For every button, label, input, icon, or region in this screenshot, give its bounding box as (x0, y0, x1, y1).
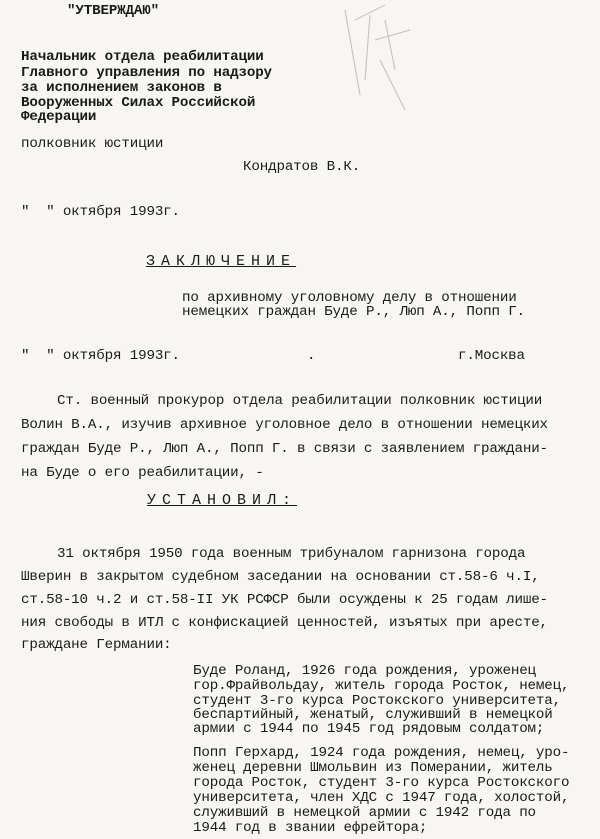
person-entry-line: Попп Герхард, 1924 года рождения, немец, уро- (193, 745, 570, 761)
intro-line: на Буде о его реабилитации, - (21, 465, 264, 481)
approval-stamp: "УТВЕРЖДАЮ" (67, 3, 160, 19)
person-entry-line: 1944 год в звании ефрейтора; (193, 820, 428, 836)
approval-position-line: Начальник отдела реабилитации (21, 49, 264, 65)
body-line: Шверин в закрытом судебном заседании на основании ст.58-6 ч.I, (21, 569, 540, 585)
document-date: " " октября 1993г. (21, 348, 180, 364)
document-place: г.Москва (458, 348, 525, 364)
approval-position-line: за исполнением законов в (21, 80, 222, 96)
body-line: ния свободы в ИТЛ с конфискацией ценностей, изъятых при аресте, (21, 615, 548, 631)
person-entry-line: беспартийный, женатый, служивший в немецкой (193, 707, 553, 723)
person-entry-line: гор.Фрайвольдау, житель города Росток, немец, (193, 678, 570, 694)
approval-position-line: Главного управления по надзору (21, 65, 272, 81)
approval-signatory: Кондратов В.К. (243, 159, 361, 175)
person-entry-line: служивший в немецкой армии с 1942 года по (193, 805, 536, 821)
intro-line: Волин В.А., изучив архивное уголовное дело в отношении немецких (21, 417, 548, 433)
approval-position-line: Федерации (21, 109, 97, 125)
person-entry-line: города Росток, студент 3-го курса Ростокского (193, 775, 570, 791)
intro-line: граждан Буде Р., Люп А., Попп Г. в связи с заявлением граждани- (21, 441, 548, 457)
person-entry-line: Буде Роланд, 1926 года рождения, уроженец (193, 663, 536, 679)
document-title: ЗАКЛЮЧЕНИЕ (146, 253, 297, 270)
intro-line: Ст. военный прокурор отдела реабилитации полковник юстиции (57, 393, 543, 409)
subject-line: по архивному уголовному делу в отношении (182, 290, 517, 306)
person-entry-line: армии с 1944 по 1945 год рядовым солдатом; (193, 721, 545, 737)
established-heading: УСТАНОВИЛ: (147, 492, 298, 509)
body-line: ст.58-10 ч.2 и ст.58-II УК РСФСР были осуждены к 25 годам лише- (21, 592, 548, 608)
subject-line: немецких граждан Буде Р., Люп А., Попп Г. (182, 304, 525, 320)
approval-date: " " октября 1993г. (21, 204, 180, 220)
person-entry-line: студент 3-го курса Ростокского университета, (193, 693, 562, 709)
person-entry-line: женец деревни Шмольвин из Померании, житель (193, 760, 553, 776)
approval-rank: полковник юстиции (21, 136, 164, 152)
body-line: 31 октября 1950 года военным трибуналом гарнизона города (57, 546, 526, 562)
approval-position-line: Вооруженных Силах Российской (21, 95, 256, 111)
handwritten-mark (325, 0, 425, 120)
person-entry-line: университета, член ХДС с 1947 года, холостой, (193, 790, 570, 806)
date-dot: . (307, 348, 316, 364)
body-line: граждане Германии: (21, 637, 172, 653)
